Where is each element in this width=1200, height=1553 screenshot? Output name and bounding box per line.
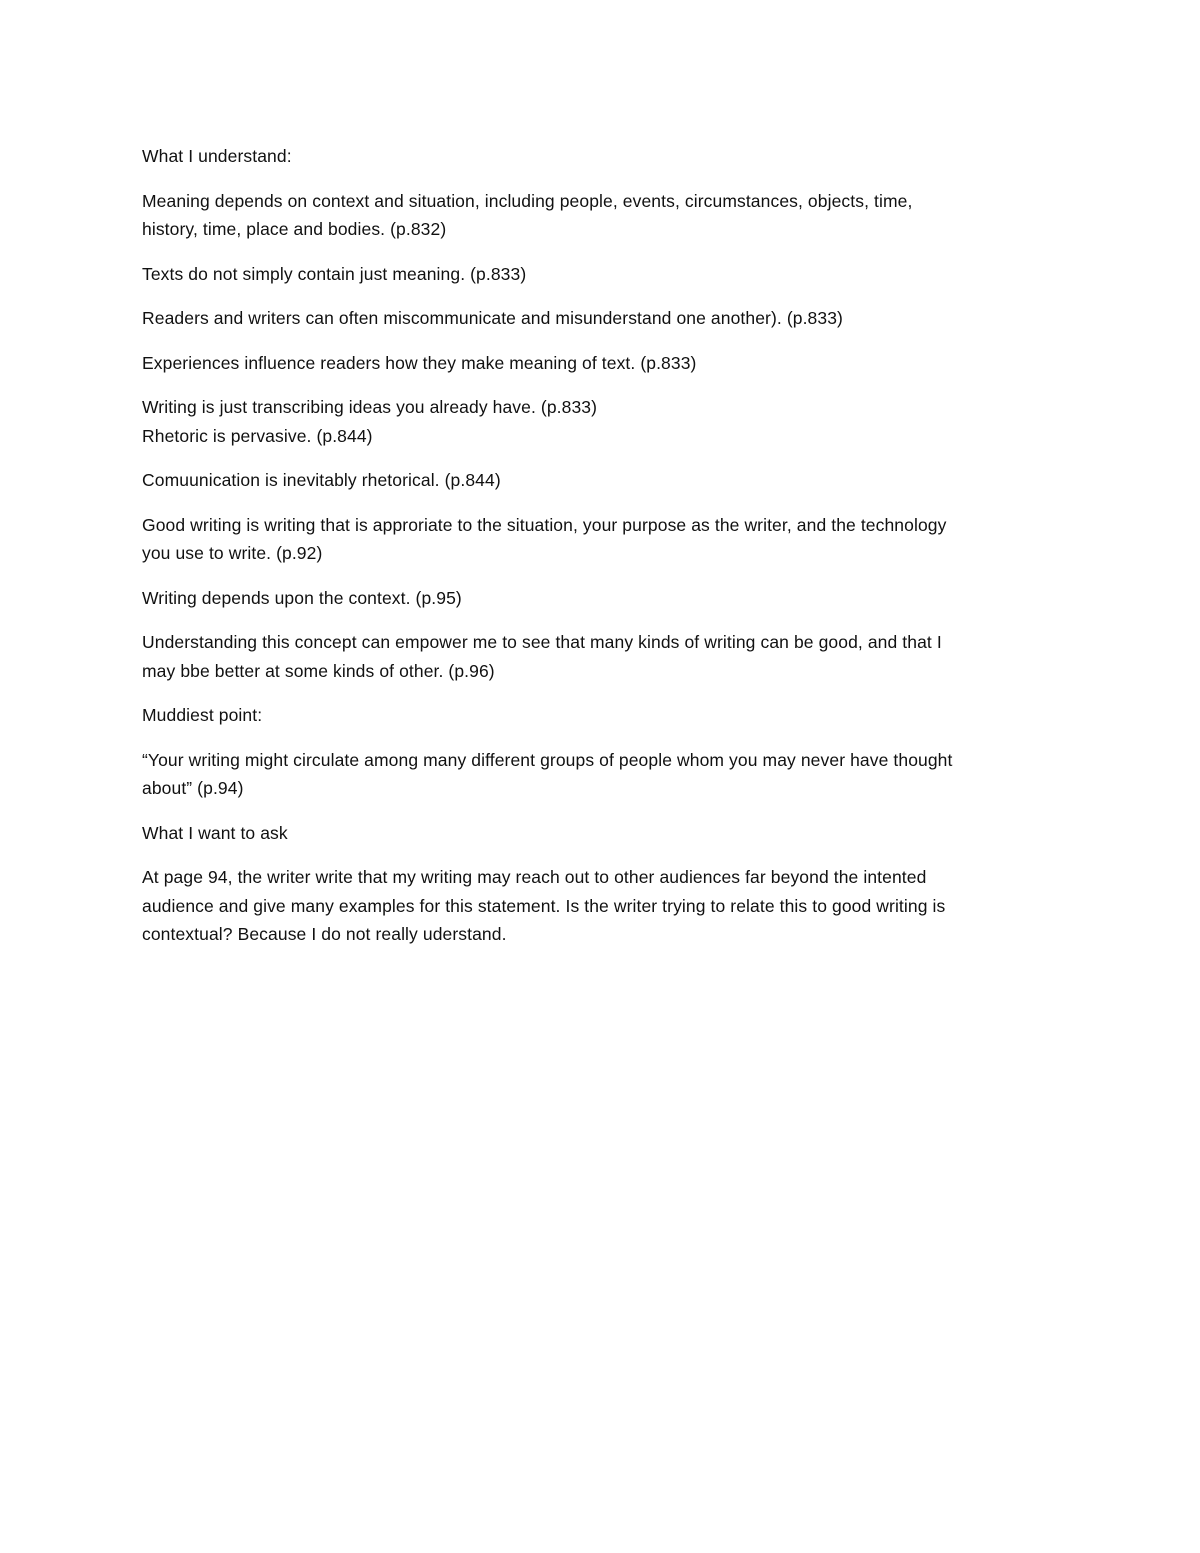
section-heading-ask — [142, 819, 1072, 848]
heading-text: What I understand: — [142, 146, 292, 166]
paragraph-line: audience and give many examples for this statement. Is the writer trying to relate this to good writing is — [142, 895, 946, 916]
paragraph-line: At page 94, the writer write that my writing may reach out to other audiences far beyond the intented — [142, 867, 927, 887]
paragraph-line: contextual? Because I do not really uderstand. — [142, 924, 507, 944]
paragraph-miscommunicate — [142, 304, 1072, 333]
paragraph-line: Comuunication is inevitably rhetorical. (p.844) — [142, 470, 501, 490]
paragraph-good-writing — [142, 511, 1072, 568]
paragraph-line: Readers and writers can often miscommunicate and misunderstand one another). (p.833) — [142, 308, 843, 328]
paragraph-line: “Your writing might circulate among many different groups of people whom you may never have thought — [142, 749, 953, 770]
paragraph-communication-rhetorical — [142, 466, 1072, 495]
paragraph-line: Rhetoric is pervasive. (p.844) — [142, 425, 373, 446]
paragraph-line: you use to write. (p.92) — [142, 543, 323, 563]
section-heading-understand — [142, 142, 1072, 171]
paragraph-question — [142, 863, 1072, 949]
paragraph-line: Meaning depends on context and situation, including people, events, circumstances, objects, time, — [142, 190, 913, 211]
paragraph-quote — [142, 746, 1072, 803]
paragraph-meaning-context — [142, 187, 1072, 244]
document-body — [142, 142, 1072, 965]
paragraph-writing-context — [142, 584, 1072, 613]
heading-text: What I want to ask — [142, 822, 288, 843]
paragraph-line: Writing depends upon the context. (p.95) — [142, 587, 462, 608]
paragraph-understanding-concept — [142, 628, 1072, 685]
paragraph-experiences — [142, 349, 1072, 378]
paragraph-texts-meaning — [142, 260, 1072, 289]
paragraph-line: about” (p.94) — [142, 778, 244, 798]
paragraph-line: Texts do not simply contain just meaning. (p.833) — [142, 263, 527, 284]
paragraph-line: Understanding this concept can empower me to see that many kinds of writing can be good, and that I — [142, 632, 942, 652]
paragraph-line: Writing is just transcribing ideas you already have. (p.833) — [142, 397, 598, 417]
paragraph-line: Good writing is writing that is approriate to the situation, your purpose as the writer, and the technology — [142, 514, 947, 535]
paragraph-line: Experiences influence readers how they make meaning of text. (p.833) — [142, 352, 697, 373]
paragraph-line: history, time, place and bodies. (p.832) — [142, 219, 447, 239]
paragraph-line: may bbe better at some kinds of other. (p.96) — [142, 660, 495, 681]
heading-text: Muddiest point: — [142, 705, 263, 725]
section-heading-muddiest — [142, 701, 1072, 730]
paragraph-transcribing-rhetoric — [142, 393, 1072, 450]
